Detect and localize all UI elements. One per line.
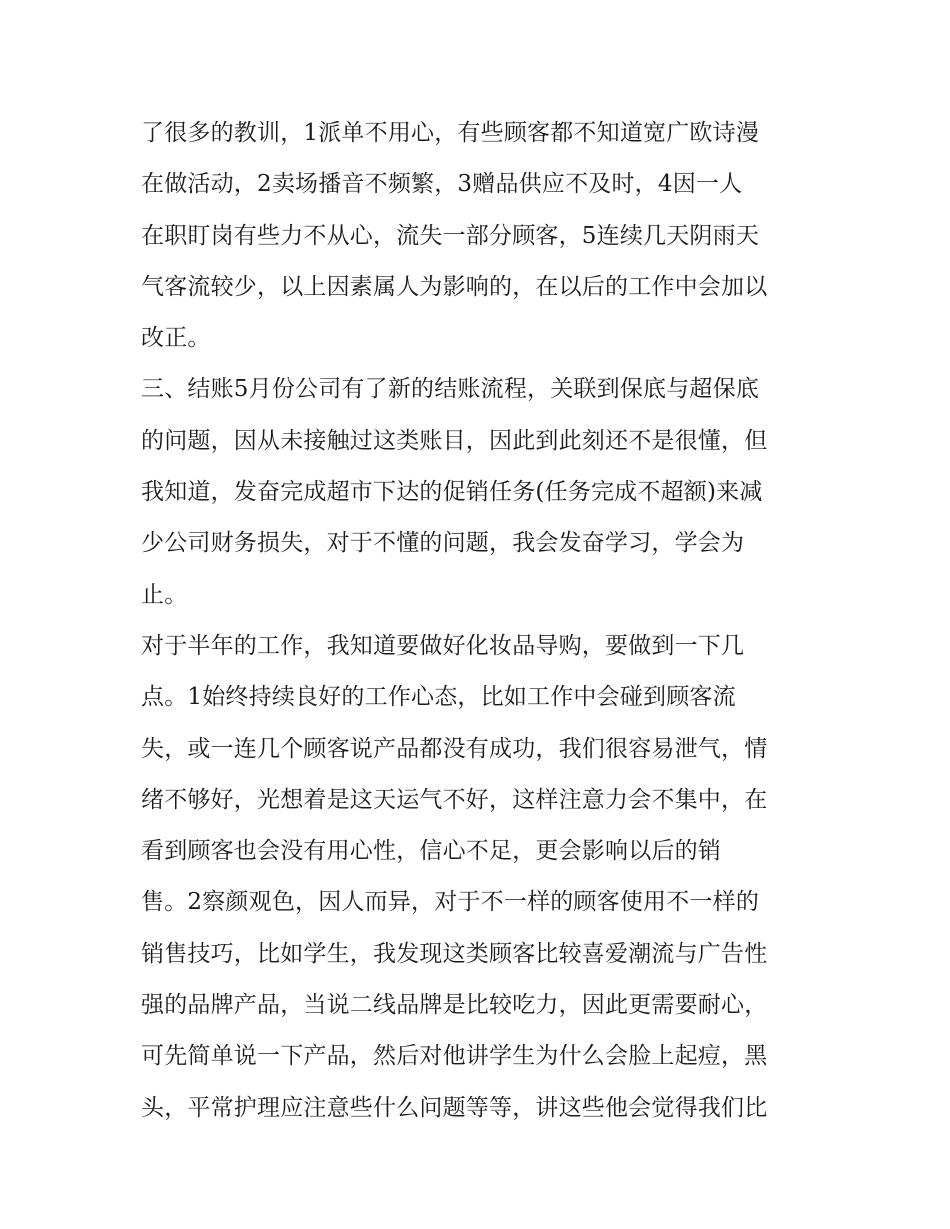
text-line: 销售技巧，比如学生，我发现这类顾客比较喜爱潮流与广告性 xyxy=(141,940,768,967)
text-line: 看到顾客也会没有用心性，信心不足，更会影响以后的销 xyxy=(141,838,721,865)
text-line: 止。 xyxy=(141,581,188,608)
text-line: 可先简单说一下产品，然后对他讲学生为什么会脸上起痘，黑 xyxy=(141,1043,768,1070)
text-line: 气客流较少，以上因素属人为影响的，在以后的工作中会加以 xyxy=(141,273,768,300)
text-line: 绪不够好，光想着是这天运气不好，这样注意力会不集中，在 xyxy=(141,786,768,813)
text-line: 对于半年的工作，我知道要做好化妆品导购，要做到一下几 xyxy=(141,632,745,659)
text-line: 三、结账5月份公司有了新的结账流程，关联到保底与超保底 xyxy=(141,376,760,403)
text-line: 点。1始终持续良好的工作心态，比如工作中会碰到顾客流 xyxy=(141,684,736,711)
text-line: 了很多的教训，1派单不用心，有些顾客都不知道宽广欧诗漫 xyxy=(141,120,760,146)
text-line: 我知道，发奋完成超市下达的促销任务(任务完成不超额)来减 xyxy=(141,479,763,506)
text-line: 改正。 xyxy=(141,325,211,352)
text-line: 在职盯岗有些力不从心，流失一部分顾客，5连续几天阴雨天 xyxy=(141,222,760,249)
body-text xyxy=(141,108,821,1134)
text-line: 失，或一连几个顾客说产品都没有成功，我们很容易泄气，情 xyxy=(141,735,768,762)
text-line: 在做活动，2卖场播音不频繁，3赠品供应不及时，4因一人 xyxy=(141,171,743,198)
text-line: 头，平常护理应注意些什么问题等等，讲这些他会觉得我们比 xyxy=(141,1094,768,1121)
text-line: 强的品牌产品，当说二线品牌是比较吃力，因此更需要耐心， xyxy=(141,992,768,1019)
text-line: 少公司财务损失，对于不懂的问题，我会发奋学习，学会为 xyxy=(141,530,745,557)
text-line: 售。2察颜观色，因人而异，对于不一样的顾客使用不一样的 xyxy=(141,889,760,916)
text-line: 的问题，因从未接触过这类账目，因此到此刻还不是很懂，但 xyxy=(141,427,768,454)
